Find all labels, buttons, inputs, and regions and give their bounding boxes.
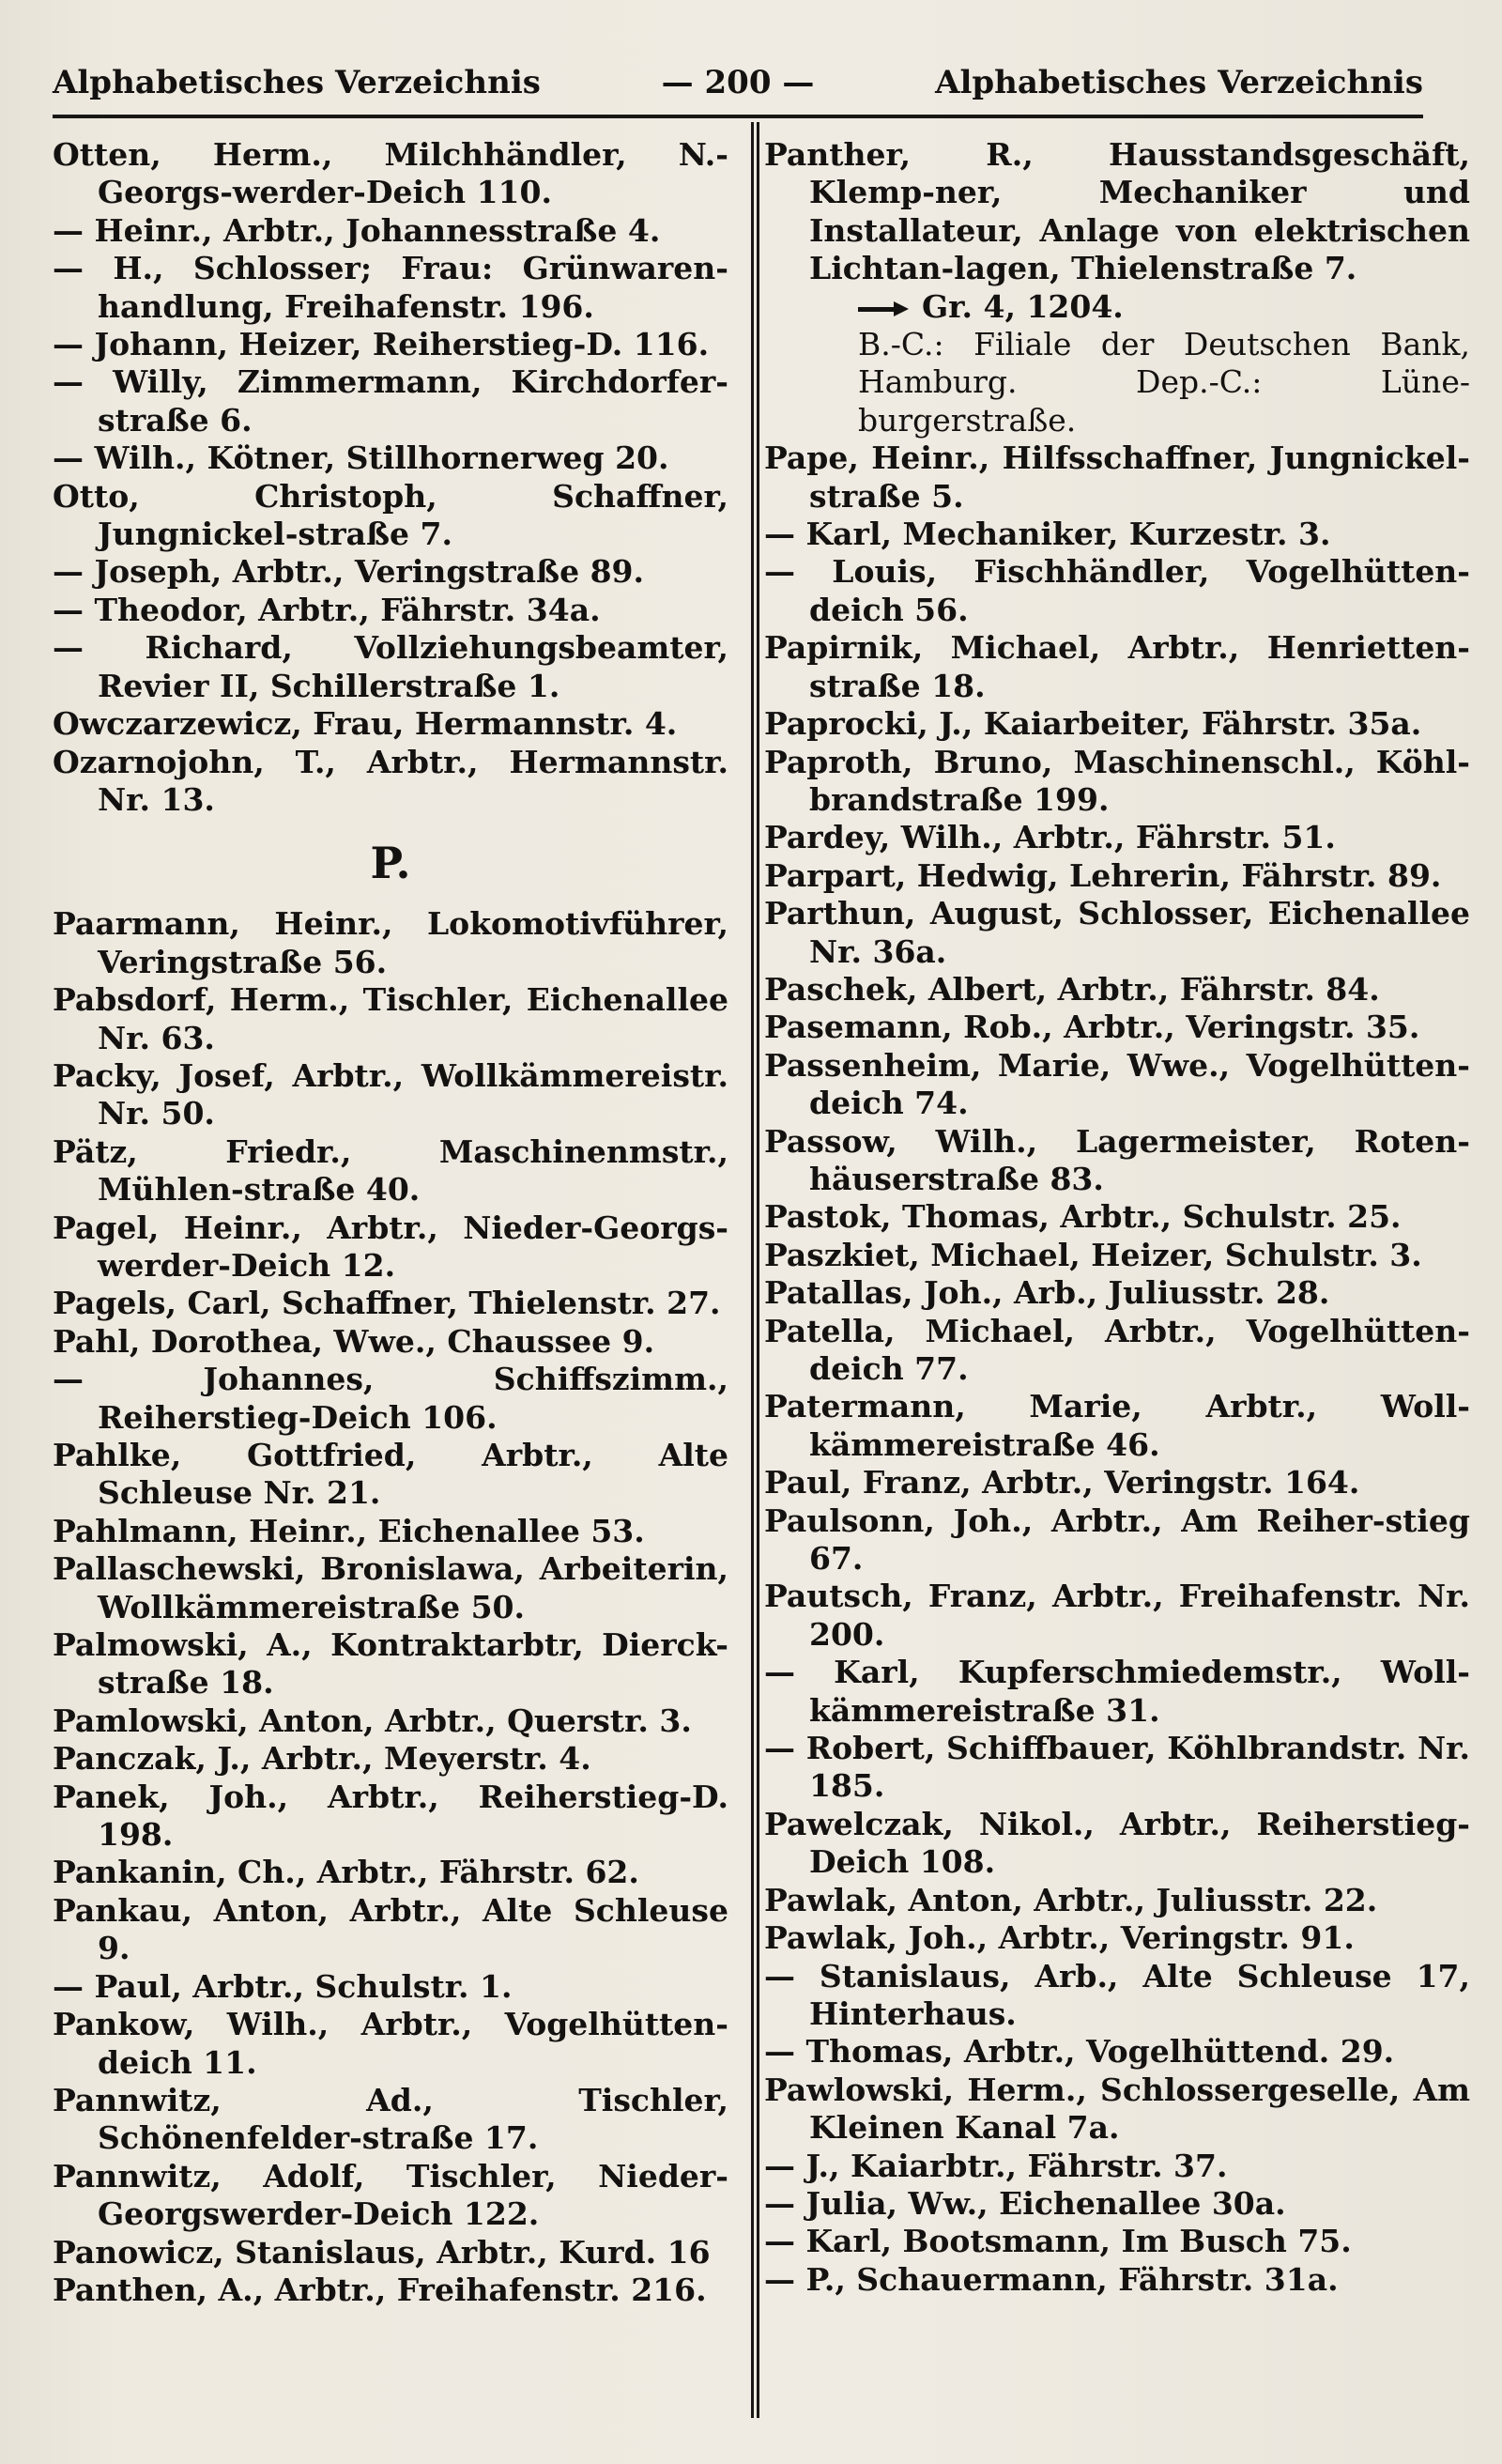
list-item: — Heinr., Arbtr., Johannesstraße 4. [53,211,661,249]
list-item: Pahl, Dorothea, Wwe., Chaussee 9. [53,1322,655,1360]
page-header [53,58,1423,115]
list-item: Parpart, Hedwig, Lehrerin, Fährstr. 89. [764,856,1442,894]
column-divider-2 [757,122,759,2418]
list-item: Patella, Michael, Arbtr., Vogelhütten-deich 77. [764,1312,1470,1387]
list-item: Palmowski, A., Kontraktarbtr, Dierck-straße 18. [53,1626,728,1702]
list-item: — P., Schauermann, Fährstr. 31a. [764,2260,1339,2298]
column-divider-1 [751,122,754,2418]
list-item: Panek, Joh., Arbtr., Reiherstieg-D. 198. [53,1778,728,1854]
list-item: Paul, Franz, Arbtr., Veringstr. 164. [764,1464,1360,1502]
list-item: Pawlak, Joh., Arbtr., Veringstr. 91. [764,1919,1355,1957]
list-item: — Wilh., Kötner, Stillhornerweg 20. [53,439,669,477]
list-item: Pasemann, Rob., Arbtr., Veringstr. 35. [764,1009,1420,1046]
list-item: — H., Schlosser; Frau: Grünwaren-handlung, Freihafenstr. 196. [53,250,728,325]
header-left-title: Alphabetisches Verzeichnis [53,64,541,101]
list-item: Pannwitz, Ad., Tischler, Schönenfelder-straße 17. [53,2081,728,2157]
list-item: — Robert, Schiffbauer, Köhlbrandstr. Nr. 185. [764,1730,1470,1805]
featured-entry-name: Panther, R., Hausstandsgeschäft, Klemp-ner, Mechaniker und Installateur, Anlage von elektrischen Lichtan-lagen, Thielenstraße 7. [764,136,1470,287]
list-item: Pankow, Wilh., Arbtr., Vogelhütten-deich 11. [53,2006,728,2081]
list-item: Pankanin, Ch., Arbtr., Fährstr. 62. [53,1854,639,1891]
entries-p [53,905,728,2309]
list-item: Pagels, Carl, Schaffner, Thielenstr. 27. [53,1285,721,1322]
entries-right [764,439,1470,2299]
list-item: Pankau, Anton, Arbtr., Alte Schleuse 9. [53,1891,728,1967]
list-item: — Richard, Vollziehungsbeamter, Revier II, Schillerstraße 1. [53,629,728,704]
list-item: Parthun, August, Schlosser, Eichenallee Nr. 36a. [764,895,1470,970]
list-item: Pallaschewski, Bronislawa, Arbeiterin, Wollkämmereistraße 50. [53,1550,728,1625]
list-item: — Johann, Heizer, Reiherstieg-D. 116. [53,326,710,363]
list-item: Pabsdorf, Herm., Tischler, Eichenallee Nr. 63. [53,981,728,1056]
featured-entry-bank: B.-C.: Filiale der Deutschen Bank, Hamburg. Dep.-C.: Lüne-burgerstraße. [858,326,1470,439]
list-item: Pamlowski, Anton, Arbtr., Querstr. 3. [53,1702,692,1739]
list-item: Pautsch, Franz, Arbtr., Freihafenstr. Nr. 200. [764,1578,1470,1653]
list-item: Patallas, Joh., Arb., Juliusstr. 28. [764,1274,1330,1312]
list-item: Ozarnojohn, T., Arbtr., Hermannstr. Nr. 13. [53,743,728,818]
list-item: Paszkiet, Michael, Heizer, Schulstr. 3. [764,1236,1422,1273]
list-item: Panczak, J., Arbtr., Meyerstr. 4. [53,1740,591,1778]
page-number: — 200 — [661,64,815,101]
featured-entry-phone [764,288,1470,326]
list-item: Pape, Heinr., Hilfsschaffner, Jungnickel-straße 5. [764,439,1470,515]
list-item: Patermann, Marie, Arbtr., Woll-kämmereistraße 46. [764,1388,1470,1463]
list-item: Pahlmann, Heinr., Eichenallee 53. [53,1512,645,1549]
list-item: Pardey, Wilh., Arbtr., Fährstr. 51. [764,819,1336,856]
list-item: Owczarzewicz, Frau, Hermannstr. 4. [53,705,678,743]
list-item: Pahlke, Gottfried, Arbtr., Alte Schleuse Nr. 21. [53,1437,728,1512]
left-column [53,136,728,2309]
list-item: — Theodor, Arbtr., Fährstr. 34a. [53,591,601,628]
list-item: — Karl, Bootsmann, Im Busch 75. [764,2223,1352,2260]
list-item: — Julia, Ww., Eichenallee 30a. [764,2184,1286,2222]
list-item: Paarmann, Heinr., Lokomotivführer, Veringstraße 56. [53,905,728,980]
list-item: Papirnik, Michael, Arbtr., Henrietten-straße 18. [764,629,1470,704]
header-rule [53,115,1423,118]
telephone-icon [858,300,909,317]
featured-entry [764,136,1470,439]
section-letter-p: P. [370,838,411,889]
list-item: — Willy, Zimmermann, Kirchdorfer-straße 6. [53,363,728,439]
list-item: Panowicz, Stanislaus, Arbtr., Kurd. 16 [53,2233,711,2271]
list-item: — Karl, Kupferschmiedemstr., Woll-kämmereistraße 31. [764,1654,1470,1729]
list-item: — J., Kaiarbtr., Fährstr. 37. [764,2147,1228,2184]
list-item: Paulsonn, Joh., Arbtr., Am Reiher-stieg 67. [764,1502,1470,1578]
entries-o [53,136,728,819]
list-item: — Johannes, Schiffszimm., Reiherstieg-Deich 106. [53,1361,728,1436]
list-item: — Thomas, Arbtr., Vogelhüttend. 29. [764,2033,1395,2071]
right-column [764,136,1470,2299]
list-item: — Joseph, Arbtr., Veringstraße 89. [53,553,644,591]
list-item: Pawlak, Anton, Arbtr., Juliusstr. 22. [764,1881,1378,1918]
list-item: Otten, Herm., Milchhändler, N.-Georgs-werder-Deich 110. [53,136,728,211]
list-item: Passenheim, Marie, Wwe., Vogelhütten-deich 74. [764,1046,1470,1122]
list-item: — Stanislaus, Arb., Alte Schleuse 17, Hinterhaus. [764,1957,1470,2032]
list-item: — Paul, Arbtr., Schulstr. 1. [53,1967,513,2005]
phone-number: Gr. 4, 1204. [922,287,1124,325]
list-item: Pastok, Thomas, Arbtr., Schulstr. 25. [764,1198,1402,1236]
list-item: Paprocki, J., Kaiarbeiter, Fährstr. 35a. [764,705,1422,743]
list-item: — Karl, Mechaniker, Kurzestr. 3. [764,516,1331,553]
list-item: Paproth, Bruno, Maschinenschl., Köhl-brandstraße 199. [764,743,1470,818]
list-item: Passow, Wilh., Lagermeister, Roten-häuserstraße 83. [764,1122,1470,1197]
list-item: Pätz, Friedr., Maschinenmstr., Mühlen-straße 40. [53,1132,728,1209]
list-item: — Louis, Fischhändler, Vogelhütten-deich 56. [764,553,1470,628]
header-right-title: Alphabetisches Verzeichnis [935,64,1423,101]
list-item: Pawelczak, Nikol., Arbtr., Reiherstieg-Deich 108. [764,1805,1470,1881]
list-item: Pannwitz, Adolf, Tischler, Nieder-Georgswerder-Deich 122. [53,2157,728,2233]
list-item: Otto, Christoph, Schaffner, Jungnickel-straße 7. [53,477,728,553]
list-item: Pawlowski, Herm., Schlossergeselle, Am Kleinen Kanal 7a. [764,2071,1470,2147]
list-item: Paschek, Albert, Arbtr., Fährstr. 84. [764,970,1380,1008]
list-item: Panthen, A., Arbtr., Freihafenstr. 216. [53,2271,707,2308]
list-item: Packy, Josef, Arbtr., Wollkämmereistr. Nr. 50. [53,1056,728,1132]
list-item: Pagel, Heinr., Arbtr., Nieder-Georgs-werder-Deich 12. [53,1209,728,1284]
